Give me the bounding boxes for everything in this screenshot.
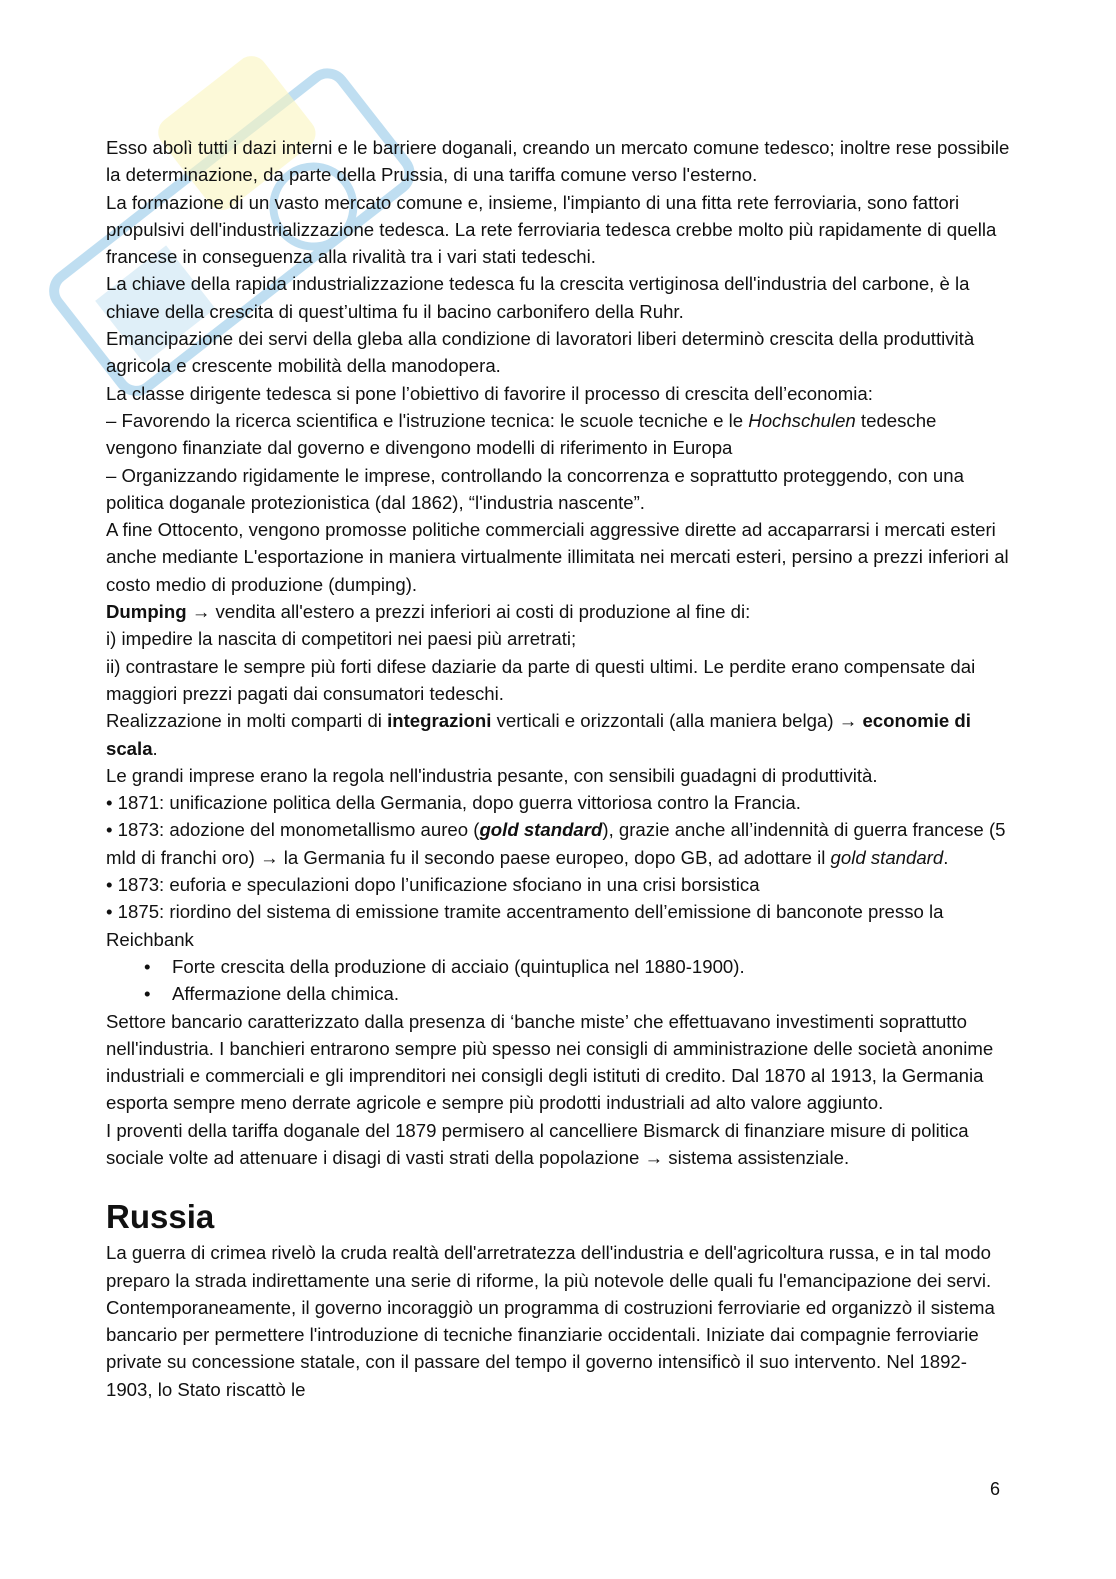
bold-term: Dumping bbox=[106, 601, 187, 623]
bullet-list bbox=[106, 953, 1012, 1008]
bold-italic-term: gold standard bbox=[479, 819, 603, 841]
paragraph: Emancipazione dei servi della gleba alla condizione di lavoratori liberi determinò crescita della produttività agricola e crescente mobilità della manodopera. bbox=[106, 328, 975, 377]
paragraph: La classe dirigente tedesca si pone l’obiettivo di favorire il processo di crescita dell’economia: bbox=[106, 382, 873, 404]
paragraph: ii) contrastare le sempre più forti difese daziarie da parte di questi ultimi. Le perdite erano compensate dai maggiori prezzi pagati dai consumatori tedeschi. bbox=[106, 655, 976, 704]
text-span: – Favorendo la ricerca scientifica e l'istruzione tecnica: le scuole tecniche e le bbox=[106, 409, 749, 431]
paragraph: La formazione di un vasto mercato comune e, insieme, l'impianto di una fitta rete ferroviaria, sono fattori propulsivi dell'industrializzazione tedesca. La rete ferroviaria tedesca crebbe molto più rapidamente di quella francese in conseguenza alla rivalità tra i vari stati tedeschi. bbox=[106, 191, 997, 268]
event-1873-crisis: • 1873: euforia e speculazioni dopo l’unificazione sfociano in una crisi borsistica bbox=[106, 874, 760, 896]
list-item: • Affermazione della chimica. bbox=[106, 980, 1012, 1007]
paragraph: La guerra di crimea rivelò la cruda realtà dell'arretratezza dell'industria e dell'agricoltura russa, e in tal modo preparo la strada indirettamente una serie di riforme, la più notevole delle quali fu l'emancipazione dei servi. Contemporaneamente, il governo incoraggiò un programma di costruzioni ferroviarie ed organizzò il sistema bancario per permettere l'introduzione di tecniche finanziarie occidentali. Iniziate dai compagnie ferroviarie private su concessione statale, con il passare del tempo il governo intensificò il suo intervento. Nel 1892-1903, lo Stato riscattò le bbox=[106, 1242, 995, 1400]
text-span: verticali e orizzontali (alla maniera belga) → bbox=[491, 710, 863, 732]
text-span: . bbox=[943, 846, 949, 868]
italic-term: Hochschulen bbox=[748, 409, 856, 431]
italic-term: gold standard bbox=[830, 846, 944, 868]
list-item: • Forte crescita della produzione di acciaio (quintuplica nel 1880-1900). bbox=[106, 953, 1012, 980]
paragraph: A fine Ottocento, vengono promosse politiche commerciali aggressive dirette ad accaparrarsi i mercati esteri anche mediante L'esportazione in maniera virtualmente illimitata nei mercati esteri, persino a prezzi inferiori al costo medio di produzione (dumping). bbox=[106, 519, 1009, 595]
text-span: → vendita all'estero a prezzi inferiori ai costi di produzione al fine di: bbox=[186, 601, 751, 623]
text-span: . bbox=[152, 737, 158, 759]
bold-term: integrazioni bbox=[387, 710, 492, 732]
integrations-paragraph bbox=[106, 707, 1012, 762]
event-1875: • 1875: riordino del sistema di emissione tramite accentramento dell’emissione di banconote presso la Reichbank bbox=[106, 901, 944, 950]
paragraph: – Organizzando rigidamente le imprese, controllando la concorrenza e soprattutto proteggendo, con una politica doganale protezionistica (dal 1862), “l'industria nascente”. bbox=[106, 464, 964, 513]
research-paragraph bbox=[106, 407, 1012, 462]
document-body bbox=[106, 134, 1012, 1403]
paragraph: Le grandi imprese erano la regola nell'industria pesante, con sensibili guadagni di produttività. bbox=[106, 764, 878, 786]
event-1871: • 1871: unificazione politica della Germania, dopo guerra vittoriosa contro la Francia. bbox=[106, 792, 801, 814]
bold-term: economie di scala bbox=[106, 710, 971, 759]
text-span: ), grazie anche all’indennità di guerra francese (5 mld di franchi oro) → la Germania fu il secondo paese europeo, dopo GB, ad adottare il bbox=[106, 819, 1006, 868]
dumping-paragraph bbox=[106, 598, 1012, 625]
paragraph: i) impedire la nascita di competitori nei paesi più arretrati; bbox=[106, 628, 577, 650]
section-heading: Russia bbox=[106, 1198, 215, 1236]
text-span: Realizzazione in molti comparti di bbox=[106, 710, 388, 732]
paragraph: La chiave della rapida industrializzazione tedesca fu la crescita vertiginosa dell'industria del carbone, è la chiave della crescita di quest’ultima fu il bacino carbonifero della Ruhr. bbox=[106, 273, 970, 322]
paragraph: I proventi della tariffa doganale del 1879 permisero al cancelliere Bismarck di finanziare misure di politica sociale volte ad attenuare i disagi di vasti strati della popolazione → sistema assistenziale. bbox=[106, 1119, 969, 1168]
page-number: 6 bbox=[990, 1479, 1001, 1499]
paragraph: Settore bancario caratterizzato dalla presenza di ‘banche miste’ che effettuavano investimenti soprattutto nell'industria. I banchieri entrarono sempre più spesso nei consigli di amministrazione delle società anonime industriali e commerciali e gli imprenditori nei consigli degli istituti di credito. Dal 1870 al 1913, la Germania esporta sempre meno derrate agricole e sempre più prodotti industriali ad alto valore aggiunto. bbox=[106, 1010, 994, 1114]
event-1873-gold bbox=[106, 816, 1012, 871]
text-span: tedesche vengono finanziate dal governo e divengono modelli di riferimento in Europa bbox=[106, 409, 937, 459]
text-span: • 1873: adozione del monometallismo aureo ( bbox=[106, 819, 480, 841]
paragraph: Esso abolì tutti i dazi interni e le barriere doganali, creando un mercato comune tedesco; inoltre rese possibile la determinazione, da parte della Prussia, di una tariffa comune verso l'esterno. bbox=[106, 137, 1010, 186]
